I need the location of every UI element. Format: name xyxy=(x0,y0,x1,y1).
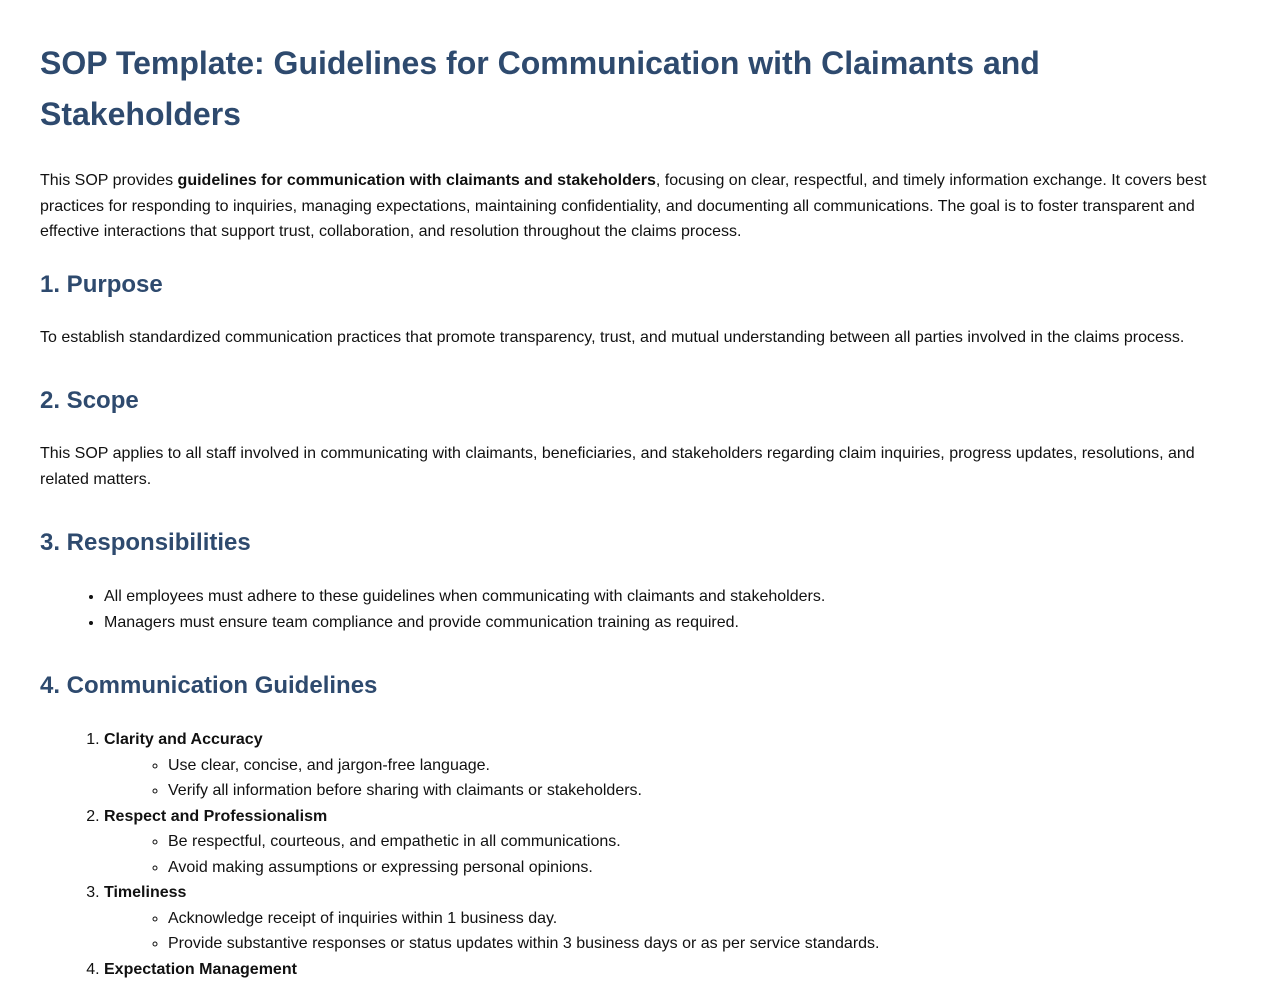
list-item: • Managers must ensure team compliance and provide communication training as required. xyxy=(104,610,1220,636)
list-item: ◦ Avoid making assumptions or expressing personal opinions. xyxy=(168,855,1220,881)
guideline-title: Timeliness xyxy=(104,884,186,901)
guideline-points xyxy=(104,829,1220,880)
guideline-points xyxy=(104,753,1220,804)
intro-text-start: This SOP provides xyxy=(40,172,178,189)
guidelines-heading: 4. Communication Guidelines xyxy=(40,671,1220,701)
guideline-item xyxy=(104,880,1220,957)
intro-paragraph xyxy=(40,168,1220,245)
responsibilities-heading: 3. Responsibilities xyxy=(40,528,1220,558)
guideline-title: Clarity and Accuracy xyxy=(104,731,263,748)
list-item: ◦ Use clear, concise, and jargon-free language. xyxy=(168,753,1220,779)
intro-text-end: , focusing on clear, respectful, and timely information exchange. It covers best practices for responding to inquiries, managing expectations, maintaining confidentiality, and documenting all communications. The goal is to foster transparent and effective interactions that support trust, collaboration, and resolution throughout the claims process. xyxy=(40,172,1206,240)
sop-document xyxy=(40,0,1220,982)
guidelines-list xyxy=(40,727,1220,982)
guideline-title: Expectation Management xyxy=(104,961,297,978)
scope-heading: 2. Scope xyxy=(40,386,1220,416)
guideline-item xyxy=(104,727,1220,804)
list-item: ◦ Provide substantive responses or status updates within 3 business days or as per service standards. xyxy=(168,931,1220,957)
scope-text: This SOP applies to all staff involved in communicating with claimants, beneficiaries, and stakeholders regarding claim inquiries, progress updates, resolutions, and related matters. xyxy=(40,441,1220,492)
list-item: • All employees must adhere to these guidelines when communicating with claimants and stakeholders. xyxy=(104,584,1220,610)
purpose-text: To establish standardized communication practices that promote transparency, trust, and mutual understanding between all parties involved in the claims process. xyxy=(40,325,1220,351)
guideline-item xyxy=(104,804,1220,881)
list-item: ◦ Be respectful, courteous, and empathetic in all communications. xyxy=(168,829,1220,855)
purpose-heading: 1. Purpose xyxy=(40,270,1220,300)
intro-bold-text: guidelines for communication with claimants and stakeholders xyxy=(178,172,656,189)
list-item: ◦ Acknowledge receipt of inquiries within 1 business day. xyxy=(168,906,1220,932)
guideline-title: Respect and Professionalism xyxy=(104,808,327,825)
guideline-item xyxy=(104,957,1220,982)
page-title: SOP Template: Guidelines for Communication with Claimants and Stakeholders xyxy=(40,38,1220,140)
list-item: ◦ Verify all information before sharing with claimants or stakeholders. xyxy=(168,778,1220,804)
responsibilities-list xyxy=(40,584,1220,635)
guideline-points xyxy=(104,906,1220,957)
